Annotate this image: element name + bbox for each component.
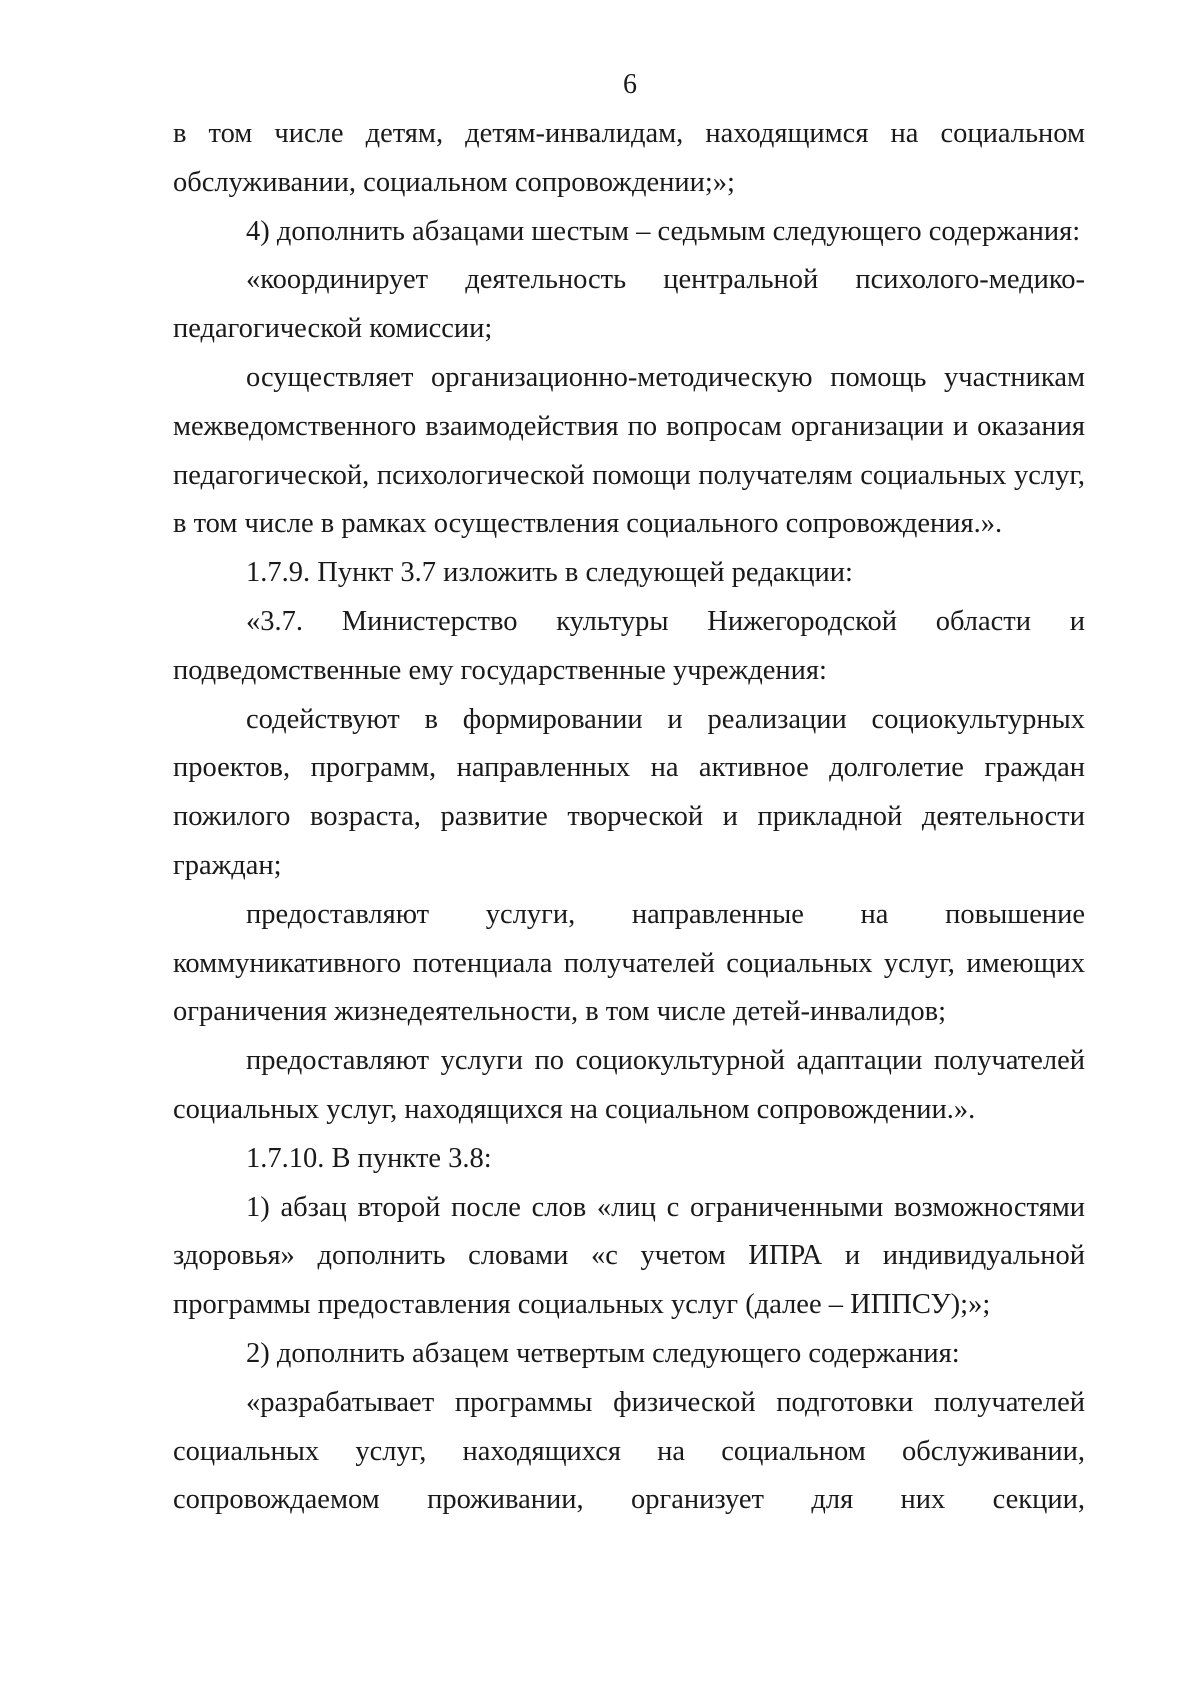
paragraph-ministry-culture: «3.7. Министерство культуры Нижегородской области и подведомственные ему государственные учреждения: (173, 605, 1085, 686)
paragraph-item-4: 4) дополнить абзацами шестым – седьмым следующего содержания: (246, 215, 1081, 247)
document-body (173, 110, 1085, 1525)
paragraph-item-1: 1) абзац второй после слов «лиц с ограниченными возможностями здоровья» дополнить словами «с учетом ИПРА и индивидуальной программы предоставления социальных услуг (далее – ИППСУ);»; (173, 1191, 1085, 1321)
paragraph-physical-training: «разрабатывает программы физической подготовки получателей социальных услуг, находящихся на социальном обслуживании, сопровождаемом проживании, организует для них секции, (173, 1386, 1085, 1516)
paragraph-communicative-potential: предоставляют услуги, направленные на повышение коммуникативного потенциала получателей социальных услуг, имеющих ограничения жизнедеятельности, в том числе детей-инвалидов; (173, 898, 1085, 1028)
page-number: 6 (623, 69, 637, 100)
paragraph-item-2: 2) дополнить абзацем четвертым следующего содержания: (246, 1337, 960, 1369)
paragraph-quote-coordinates: «координирует деятельность центральной психолого-медико-педагогической комиссии; (173, 264, 1085, 345)
paragraph-sociocultural-projects: содействуют в формировании и реализации социокультурных проектов, программ, направленных на активное долголетие граждан пожилого возраста, развитие творческой и прикладной деятельности граждан; (173, 703, 1085, 881)
paragraph-methodical-help: осуществляет организационно-методическую помощь участникам межведомственного взаимодействия по вопросам организации и оказания педагогической, психологической помощи получателям социальных услуг, в том числе в рамках осуществления социального сопровождения.». (173, 361, 1085, 540)
paragraph-section-1-7-9: 1.7.9. Пункт 3.7 изложить в следующей редакции: (246, 557, 853, 589)
paragraph-section-1-7-10: 1.7.10. В пункте 3.8: (246, 1142, 492, 1174)
paragraph-continuation: в том числе детям, детям-инвалидам, находящимся на социальном обслуживании, социальном сопровождении;»; (173, 118, 1085, 198)
paragraph-sociocultural-adaptation: предоставляют услуги по социокультурной адаптации получателей социальных услуг, находящихся на социальном сопровождении.». (173, 1045, 1085, 1125)
